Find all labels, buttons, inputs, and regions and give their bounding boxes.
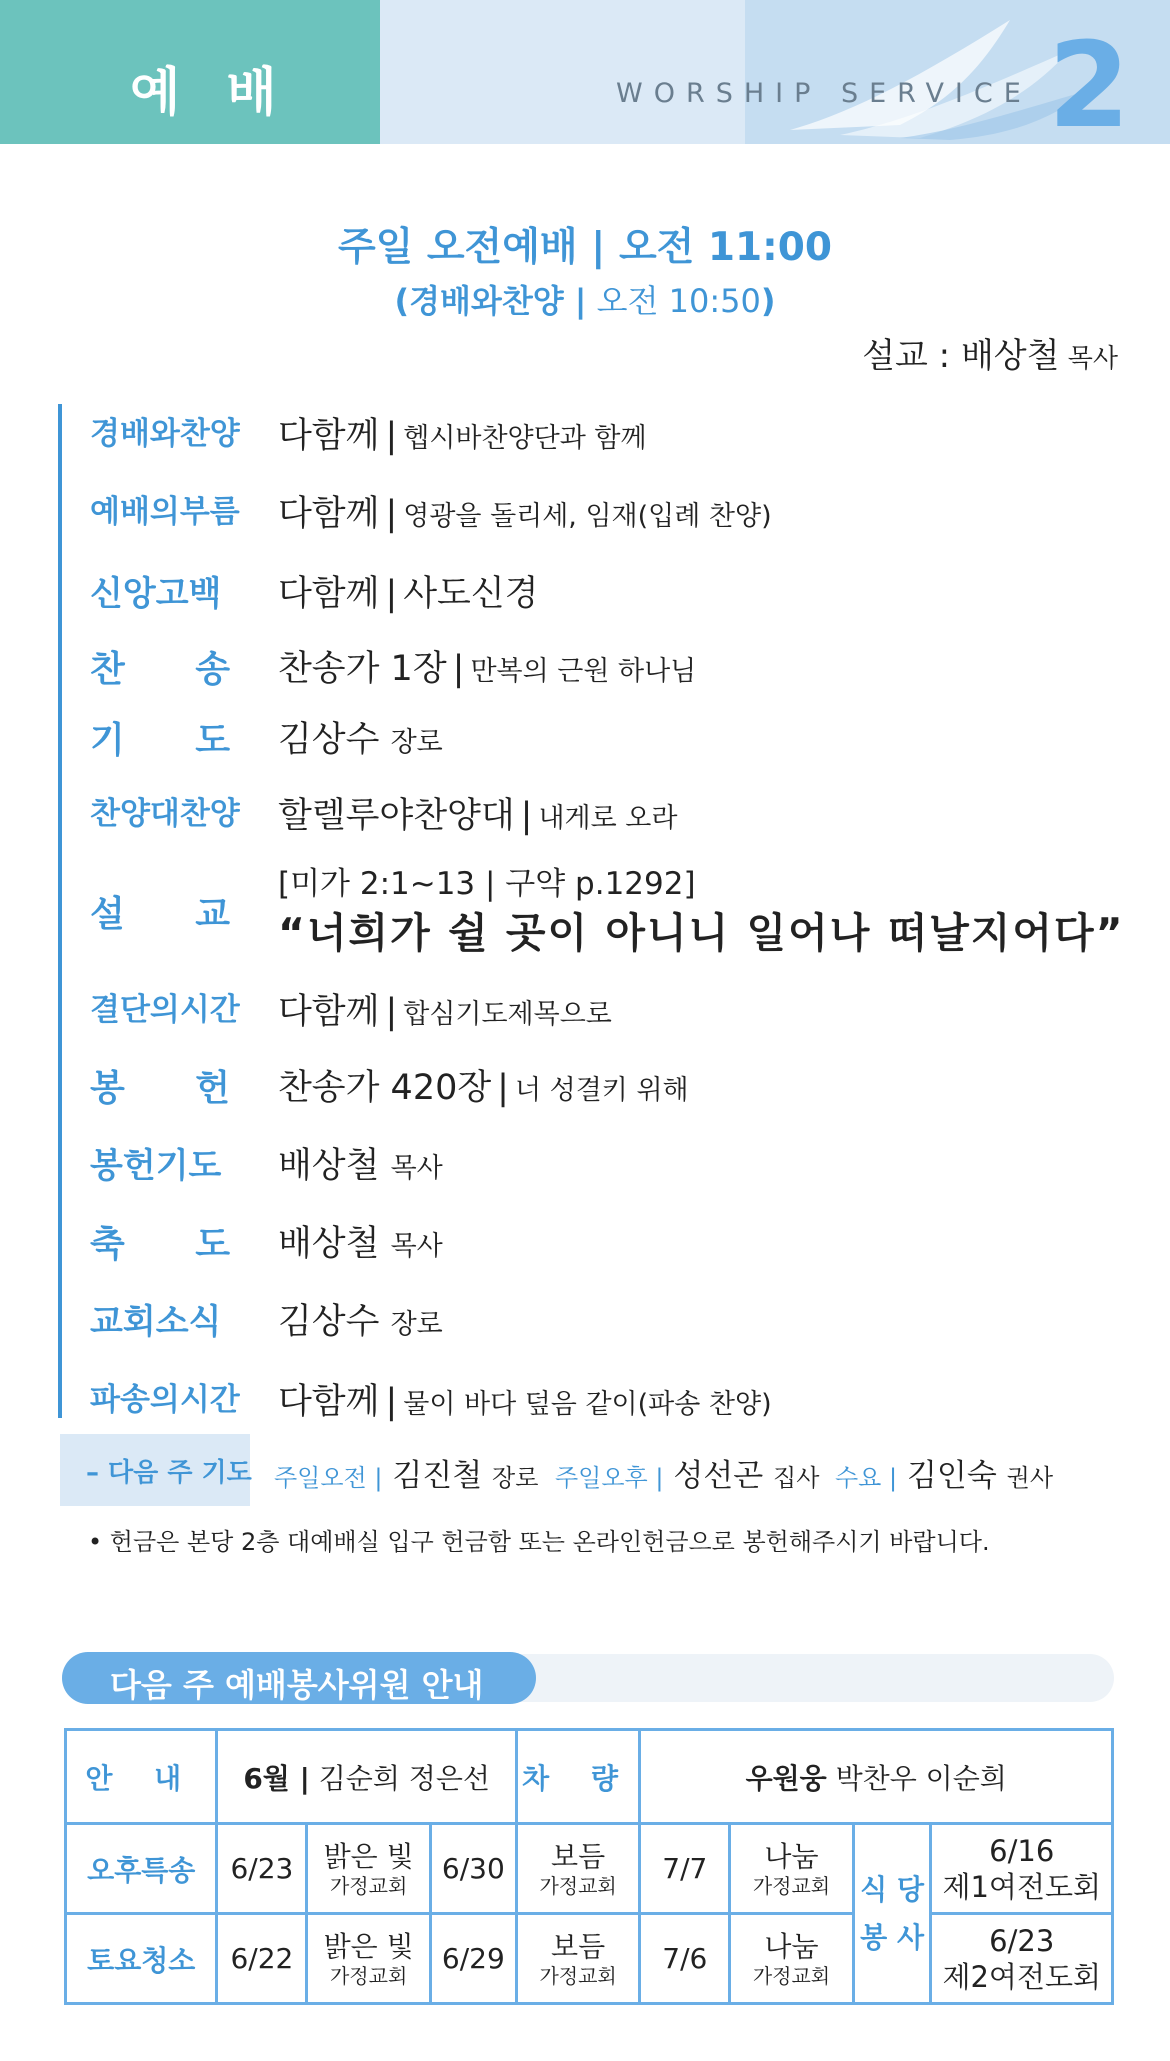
dining-cell: 6/23 제2여전도회 bbox=[931, 1914, 1113, 2004]
order-label: 경배와찬양 bbox=[90, 416, 240, 452]
order-label: 축 도 bbox=[90, 1224, 230, 1265]
name-cell: 나눔 가정교회 bbox=[730, 1914, 854, 2004]
date-cell: 6/23 bbox=[217, 1824, 307, 1914]
car-cell: 우원웅 박찬우 이순희 bbox=[640, 1730, 1113, 1824]
committee-table bbox=[64, 1728, 1114, 2005]
order-label: 예배의부름 bbox=[90, 494, 240, 530]
committee-banner-text: 다음 주 예배봉사위원 안내 bbox=[110, 1666, 484, 1704]
date-cell: 6/29 bbox=[430, 1914, 516, 2004]
order-label: 파송의시간 bbox=[90, 1382, 240, 1418]
preacher: 설교 : 배상철 목사 bbox=[862, 336, 1118, 376]
sermon-title: “너희가 쉴 곳이 아니니 일어나 떠날지어다” bbox=[278, 909, 1125, 957]
order-label: 기 도 bbox=[90, 720, 230, 761]
name-cell: 밝은 빛 가정교회 bbox=[307, 1914, 431, 2004]
order-label: 신앙고백 bbox=[90, 574, 222, 614]
guide-cell: 6월 | 김순희 정은선 bbox=[217, 1730, 516, 1824]
date-cell: 6/30 bbox=[430, 1824, 516, 1914]
name-cell: 밝은 빛 가정교회 bbox=[307, 1824, 431, 1914]
guide-label: 안 내 bbox=[66, 1730, 217, 1824]
table-row bbox=[66, 1914, 1113, 2004]
next-prayer-item: 수요 | 김인숙 권사 bbox=[835, 1458, 1054, 1494]
dining-label: 식 당 봉 사 bbox=[853, 1824, 931, 2004]
date-cell: 7/7 bbox=[640, 1824, 730, 1914]
header-english: WORSHIP SERVICE bbox=[616, 78, 1032, 109]
date-cell: 6/22 bbox=[217, 1914, 307, 2004]
order-label: 설 교 bbox=[90, 894, 230, 935]
name-cell: 보듬 가정교회 bbox=[516, 1824, 640, 1914]
order-vertical-line bbox=[58, 404, 62, 1418]
sermon-reference: [미가 2:1~13 | 구약 p.1292] bbox=[278, 866, 696, 902]
header-light-panel bbox=[380, 0, 745, 144]
dining-cell: 6/16 제1여전도회 bbox=[931, 1824, 1113, 1914]
name-cell: 나눔 가정교회 bbox=[730, 1824, 854, 1914]
order-label: 봉헌기도 bbox=[90, 1146, 222, 1186]
service-title: 주일 오전예배 | 오전 11:00 bbox=[337, 225, 833, 270]
offering-notice: • 헌금은 본당 2층 대예배실 입구 헌금함 또는 온라인헌금으로 봉헌해주시기 바랍니다. bbox=[88, 1528, 990, 1556]
row-label: 오후특송 bbox=[66, 1824, 217, 1914]
date-cell: 7/6 bbox=[640, 1914, 730, 2004]
row-label: 토요청소 bbox=[66, 1914, 217, 2004]
car-label: 차 량 bbox=[516, 1730, 640, 1824]
service-subtitle: (경배와찬양 | 오전 10:50) bbox=[394, 282, 776, 320]
table-row bbox=[66, 1824, 1113, 1914]
order-label: 찬 송 bbox=[90, 649, 230, 690]
page-header bbox=[0, 0, 1170, 154]
next-prayer-label: – 다음 주 기도 bbox=[86, 1458, 252, 1488]
order-label: 교회소식 bbox=[90, 1302, 222, 1342]
header-number: 2 bbox=[1048, 16, 1131, 154]
next-prayer-item: 주일오후 | 성선곤 집사 bbox=[555, 1458, 820, 1494]
order-label: 봉 헌 bbox=[90, 1068, 230, 1109]
page-title: 예 배 bbox=[130, 63, 291, 123]
next-prayer-item: 주일오전 | 김진철 장로 bbox=[274, 1458, 539, 1494]
order-label: 결단의시간 bbox=[90, 992, 240, 1028]
table-row bbox=[66, 1730, 1113, 1824]
order-label: 찬양대찬양 bbox=[90, 796, 240, 832]
name-cell: 보듬 가정교회 bbox=[516, 1914, 640, 2004]
